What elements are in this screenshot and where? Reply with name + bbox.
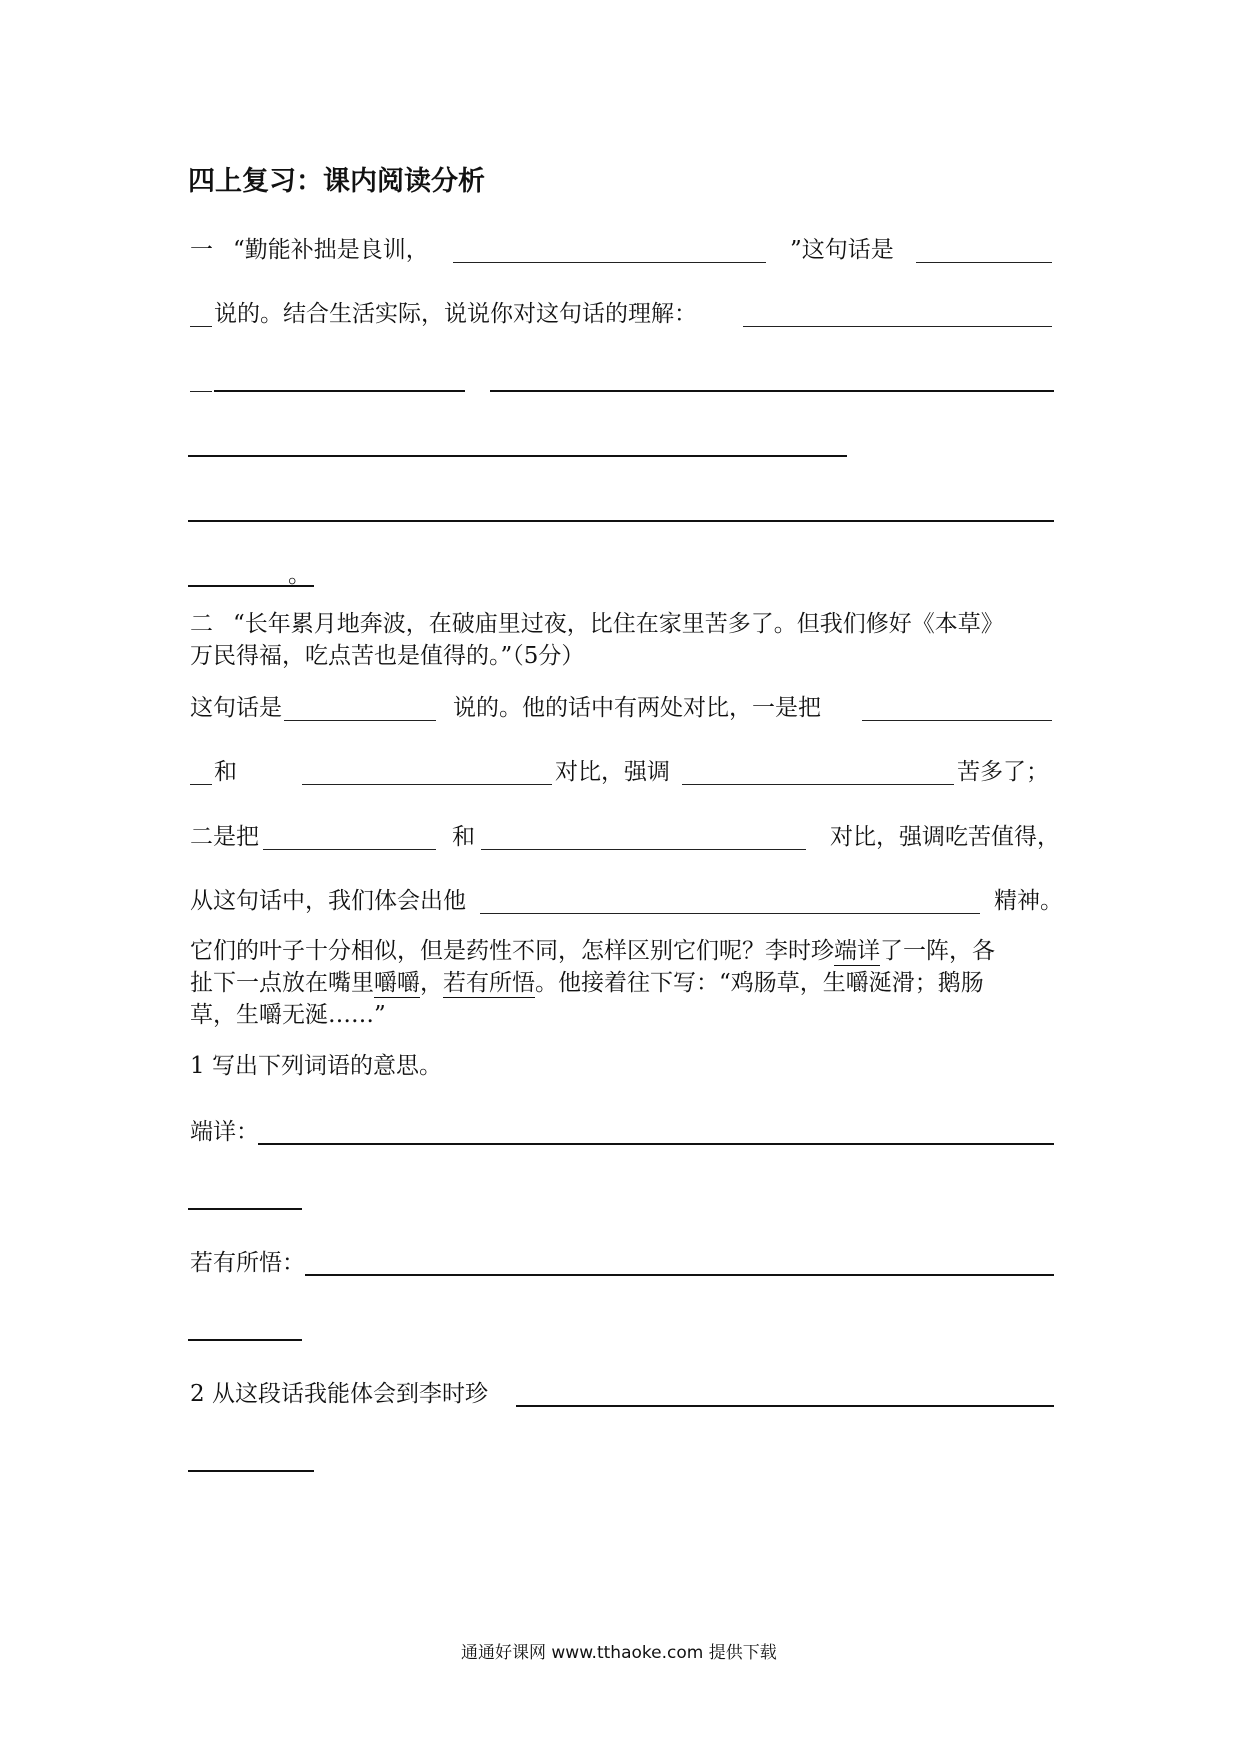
passage-text: 了一阵，各 bbox=[880, 938, 995, 964]
q2-line3-c: 对比，强调吃苦值得， bbox=[830, 824, 1060, 850]
passage-line-1 bbox=[190, 937, 995, 965]
q2-quote-line2: 万民得福，吃点苦也是值得的。”（5分） bbox=[190, 643, 585, 669]
passage-text: 。他接着往下写：“鸡肠草，生嚼涎滑；鹅肠 bbox=[535, 970, 984, 996]
q2-line3-b: 和 bbox=[452, 824, 475, 850]
q2-line2-a: 和 bbox=[214, 759, 237, 785]
answer-line[interactable] bbox=[214, 390, 465, 392]
sub2-answer-line[interactable] bbox=[516, 1405, 1054, 1407]
answer-line[interactable] bbox=[188, 455, 847, 457]
q1-line2: 说的。结合生活实际，说说你对这句话的理解： bbox=[214, 301, 697, 327]
passage-line-2 bbox=[190, 969, 984, 997]
q2-quote-line1: “长年累月地奔波，在破庙里过夜，比住在家里苦多了。但我们修好《本草》 bbox=[233, 611, 1004, 637]
q1-number: 一 bbox=[190, 237, 213, 263]
q2-line2-c: 苦多了； bbox=[957, 759, 1049, 785]
q2-compare-blank-4[interactable] bbox=[481, 849, 806, 850]
q2-line1-a: 这句话是 bbox=[190, 695, 282, 721]
word2-answer-line[interactable] bbox=[188, 1339, 302, 1341]
q2-line4-b: 精神。 bbox=[994, 888, 1063, 914]
q1-understanding-blank[interactable] bbox=[743, 326, 1052, 327]
passage-text: 扯下一点放在嘴里 bbox=[190, 970, 374, 996]
underlined-word: 嚼嚼 bbox=[374, 970, 420, 996]
q2-number: 二 bbox=[190, 611, 213, 637]
passage-text: ， bbox=[420, 970, 443, 996]
word2-answer-line[interactable] bbox=[305, 1274, 1054, 1276]
q2-line2-b: 对比，强调 bbox=[555, 759, 670, 785]
passage-line-3: 草，生嚼无涎……” bbox=[190, 1002, 386, 1028]
q2-compare-blank-2[interactable] bbox=[302, 784, 552, 785]
q2-line4-a: 从这句话中，我们体会出他 bbox=[190, 888, 466, 914]
word1-answer-line[interactable] bbox=[258, 1143, 1054, 1145]
sub1-prompt: 1 写出下列词语的意思。 bbox=[190, 1053, 442, 1079]
q1-end-mark: 。 bbox=[288, 562, 311, 588]
q2-compare-blank-1b[interactable] bbox=[190, 784, 212, 785]
answer-line[interactable] bbox=[190, 391, 212, 392]
q2-compare-blank-1a[interactable] bbox=[862, 720, 1052, 721]
q2-line3-a: 二是把 bbox=[190, 824, 259, 850]
sub1-word1-label: 端详： bbox=[190, 1119, 259, 1145]
sub2-answer-line[interactable] bbox=[188, 1470, 314, 1472]
q2-line1-b: 说的。他的话中有两处对比，一是把 bbox=[453, 695, 821, 721]
q2-compare-blank-3[interactable] bbox=[263, 849, 436, 850]
q1-quote-blank[interactable] bbox=[453, 262, 766, 263]
q1-quote-close: ”这句话是 bbox=[790, 237, 894, 263]
q2-speaker-blank[interactable] bbox=[284, 720, 436, 721]
underlined-word: 若有所悟 bbox=[443, 970, 535, 996]
answer-line[interactable] bbox=[490, 390, 1054, 392]
answer-line[interactable] bbox=[188, 520, 1054, 522]
page-title: 四上复习：课内阅读分析 bbox=[188, 166, 485, 197]
q1-quote-open: “勤能补拙是良训， bbox=[233, 237, 429, 263]
q1-speaker-blank-a[interactable] bbox=[916, 262, 1052, 263]
sub2-prompt: 2 从这段话我能体会到李时珍 bbox=[190, 1381, 488, 1407]
word1-answer-line[interactable] bbox=[188, 1208, 302, 1210]
footer-credit: 通通好课网 www.tthaoke.com 提供下载 bbox=[461, 1643, 777, 1663]
q2-emphasis-blank[interactable] bbox=[682, 784, 954, 785]
q1-speaker-blank-b[interactable] bbox=[190, 326, 212, 327]
sub1-word2-label: 若有所悟： bbox=[190, 1250, 305, 1276]
passage-text: 它们的叶子十分相似，但是药性不同，怎样区别它们呢？李时珍 bbox=[190, 938, 834, 964]
q2-spirit-blank[interactable] bbox=[480, 913, 980, 914]
underlined-word: 端详 bbox=[834, 938, 880, 964]
